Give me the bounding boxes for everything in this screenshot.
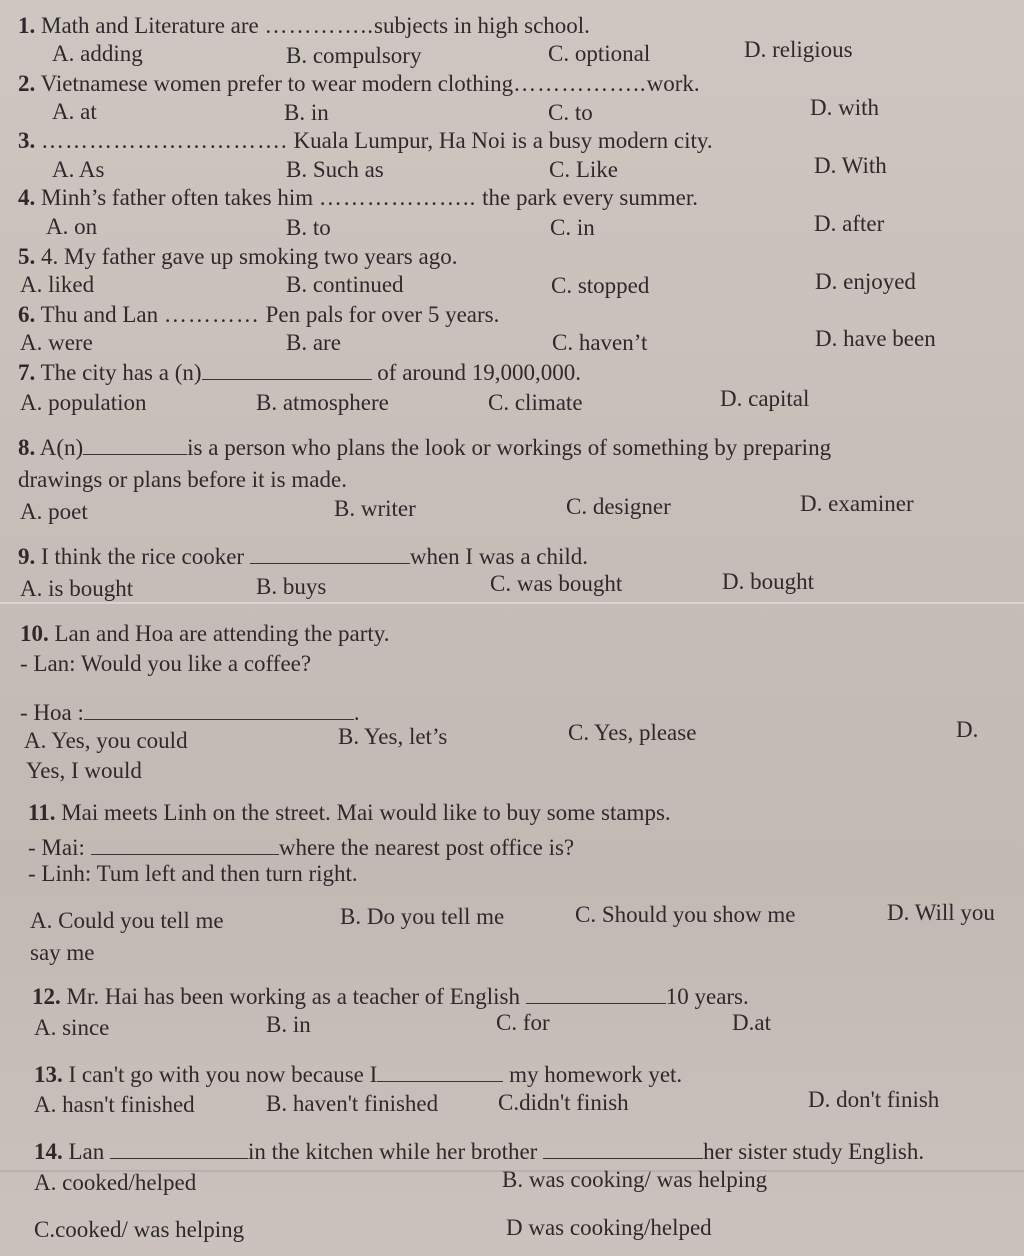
option-b[interactable]: B. haven't finished <box>266 1091 439 1116</box>
option-a[interactable]: A. adding <box>52 41 143 66</box>
question-5: 5. 4. My father gave up smoking two years ago. <box>18 244 458 269</box>
option-b[interactable]: B. in <box>284 100 329 125</box>
dialogue-linh: - Linh: Tum left and then turn right. <box>28 861 358 886</box>
option-d[interactable]: D. Will you <box>887 900 995 925</box>
question-2: 2. Vietnamese women prefer to wear modern clothing……………..work. <box>18 71 700 96</box>
option-b[interactable]: B. writer <box>334 496 416 521</box>
option-a[interactable]: A. at <box>52 99 97 124</box>
question-8-line2: drawings or plans before it is made. <box>18 467 347 492</box>
option-c[interactable]: C. to <box>548 100 593 125</box>
question-1: 1. Math and Literature are …………..subjects in high school. <box>18 13 590 38</box>
option-d[interactable]: D. enjoyed <box>815 269 916 294</box>
option-d[interactable]: D. religious <box>744 37 853 62</box>
option-a[interactable]: A. poet <box>20 499 88 524</box>
option-c[interactable]: C. designer <box>566 494 671 519</box>
option-c[interactable]: C. Like <box>549 157 618 182</box>
option-c[interactable]: C. Should you show me <box>575 902 796 927</box>
answer-blank[interactable] <box>202 361 372 380</box>
answer-blank[interactable] <box>91 836 279 855</box>
question-13: 13. I can't go with you now because I my homework yet. <box>34 1062 683 1087</box>
answer-blank[interactable] <box>250 545 410 564</box>
option-a[interactable]: A. liked <box>20 272 95 297</box>
option-b[interactable]: B. Yes, let’s <box>338 724 448 749</box>
option-d[interactable]: D. capital <box>720 386 810 411</box>
option-a[interactable]: A. population <box>20 390 147 415</box>
option-a[interactable]: A. hasn't finished <box>34 1092 195 1117</box>
option-c[interactable]: C. for <box>496 1010 550 1035</box>
option-d-text[interactable]: say me <box>30 940 95 965</box>
option-a[interactable]: A. were <box>20 330 93 355</box>
question-6: 6. Thu and Lan ………… Pen pals for over 5 years. <box>18 302 500 327</box>
option-d[interactable]: D. after <box>814 211 885 236</box>
option-a[interactable]: A. As <box>52 157 105 182</box>
option-a[interactable]: A. Could you tell me <box>30 908 224 933</box>
option-a[interactable]: A. on <box>46 214 98 239</box>
answer-blank[interactable] <box>526 985 666 1004</box>
option-c[interactable]: C. Yes, please <box>568 720 697 745</box>
option-b[interactable]: B. to <box>286 215 331 240</box>
question-8: 8. A(n) is a person who plans the look or workings of something by preparing <box>18 435 832 460</box>
option-d[interactable]: D. bought <box>722 569 814 594</box>
dialogue-hoa: - Hoa : . <box>20 700 360 725</box>
question-12: 12. Mr. Hai has been working as a teacher of English 10 years. <box>32 984 749 1009</box>
option-b[interactable]: B. compulsory <box>286 43 422 68</box>
answer-blank[interactable] <box>110 1140 248 1159</box>
option-d[interactable]: D. With <box>814 153 887 178</box>
answer-blank[interactable] <box>84 701 354 720</box>
question-9: 9. I think the rice cooker when I was a child. <box>18 544 589 569</box>
option-b[interactable]: B. buys <box>256 574 327 599</box>
question-4: 4. Minh’s father often takes him ……………….. the park every summer. <box>18 185 698 210</box>
option-d[interactable]: D. don't finish <box>808 1087 940 1112</box>
option-d[interactable]: D was cooking/helped <box>506 1215 712 1240</box>
option-b[interactable]: B. Such as <box>286 157 384 182</box>
option-b[interactable]: B. in <box>266 1012 311 1037</box>
option-b[interactable]: B. was cooking/ was helping <box>502 1167 768 1192</box>
answer-blank[interactable] <box>377 1063 503 1082</box>
dialogue-lan: - Lan: Would you like a coffee? <box>20 651 312 676</box>
option-d[interactable]: D. have been <box>815 326 936 351</box>
paper-fold <box>0 602 1024 604</box>
option-a[interactable]: A. Yes, you could <box>24 728 188 753</box>
option-b[interactable]: B. atmosphere <box>256 390 389 415</box>
option-c[interactable]: C. climate <box>488 390 583 415</box>
option-c[interactable]: C. optional <box>548 41 651 66</box>
question-7: 7. The city has a (n) of around 19,000,000. <box>18 360 582 385</box>
option-c[interactable]: C. stopped <box>551 273 650 298</box>
option-b[interactable]: B. continued <box>286 272 404 297</box>
option-c[interactable]: C.cooked/ was helping <box>34 1217 245 1242</box>
question-10: 10. Lan and Hoa are attending the party. <box>20 621 390 646</box>
answer-blank[interactable] <box>83 436 187 455</box>
dialogue-mai: - Mai: where the nearest post office is? <box>28 835 575 860</box>
option-c[interactable]: C.didn't finish <box>498 1090 629 1115</box>
option-b[interactable]: B. are <box>286 330 341 355</box>
option-d[interactable]: D. with <box>810 95 879 120</box>
answer-blank[interactable] <box>543 1140 703 1159</box>
option-d[interactable]: D.at <box>732 1010 771 1035</box>
option-a[interactable]: A. cooked/helped <box>34 1170 197 1195</box>
option-d[interactable]: D. examiner <box>800 491 914 516</box>
option-a[interactable]: A. is bought <box>20 576 134 601</box>
option-d[interactable]: D. <box>956 717 979 742</box>
option-c[interactable]: C. haven’t <box>552 330 648 355</box>
question-3: 3. …………………………. Kuala Lumpur, Ha Noi is a busy modern city. <box>18 128 713 153</box>
question-14: 14. Lan in the kitchen while her brother her sister study English. <box>34 1139 925 1164</box>
option-c[interactable]: C. in <box>550 215 595 240</box>
option-a[interactable]: A. since <box>34 1015 110 1040</box>
option-d-text[interactable]: Yes, I would <box>26 758 142 783</box>
option-c[interactable]: C. was bought <box>490 571 623 596</box>
question-11: 11. Mai meets Linh on the street. Mai would like to buy some stamps. <box>28 800 671 825</box>
option-b[interactable]: B. Do you tell me <box>340 904 505 929</box>
